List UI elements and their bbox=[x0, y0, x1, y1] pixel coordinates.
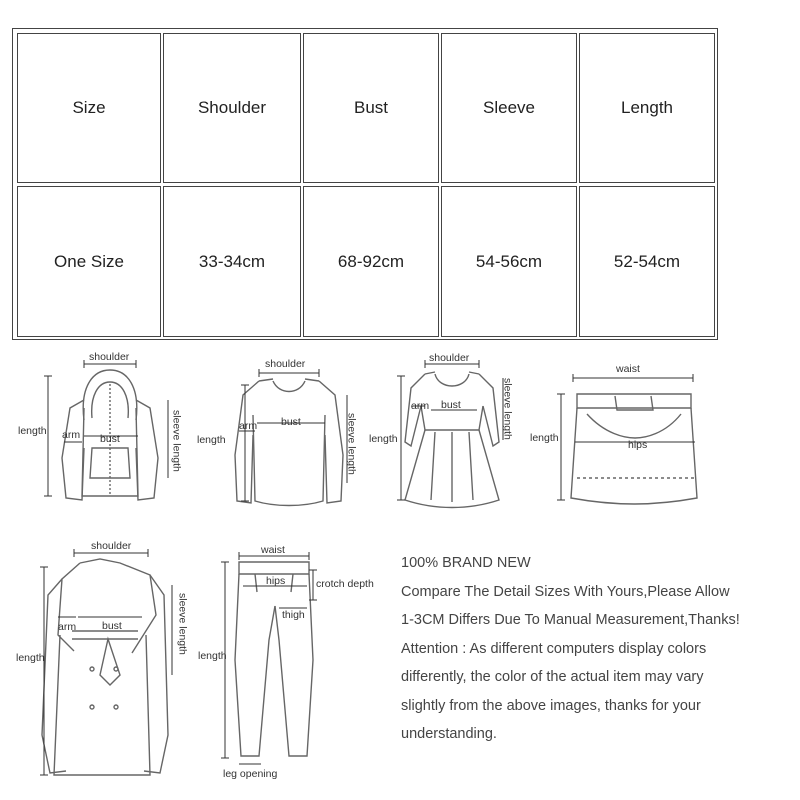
dress-sleeve-length-label: sleeve length bbox=[501, 378, 514, 440]
hoodie-sleeve-length-label: sleeve length bbox=[170, 410, 183, 472]
sweater-shoulder-label: shoulder bbox=[265, 358, 306, 370]
value-cell-size: One Size bbox=[17, 186, 161, 337]
hoodie-shoulder-label: shoulder bbox=[89, 351, 130, 363]
dress-arm-label: arm bbox=[411, 400, 430, 412]
skirt-hips-label: hips bbox=[628, 439, 648, 451]
header-cell-bust: Bust bbox=[303, 33, 439, 183]
skirt-diagram bbox=[525, 358, 710, 518]
value-cell-shoulder: 33-34cm bbox=[163, 186, 301, 337]
sweater-arm-label: arm bbox=[239, 420, 258, 432]
header-cell-shoulder: Shoulder bbox=[163, 33, 301, 183]
sweater-bust-label: bust bbox=[281, 416, 301, 428]
pants-leg-opening-label: leg opening bbox=[223, 768, 278, 780]
hoodie-length-label: length bbox=[18, 425, 47, 437]
coat-bust-label: bust bbox=[102, 620, 122, 632]
pants-waist-label: waist bbox=[261, 544, 285, 556]
dress-shoulder-label: shoulder bbox=[429, 352, 470, 364]
coat-diagram bbox=[0, 535, 200, 800]
coat-sleeve-length-label: sleeve length bbox=[176, 593, 189, 655]
value-cell-bust: 68-92cm bbox=[303, 186, 439, 337]
value-cell-length: 52-54cm bbox=[579, 186, 715, 337]
dress-bust-label: bust bbox=[441, 399, 461, 411]
color-variance-line-1: differently, the color of the actual item may vary bbox=[401, 669, 704, 685]
header-cell-size: Size bbox=[17, 33, 161, 183]
size-table bbox=[12, 28, 718, 340]
brand-new-line: 100% BRAND NEW bbox=[401, 555, 531, 571]
skirt-length-label: length bbox=[530, 432, 559, 444]
coat-drawing bbox=[0, 535, 200, 800]
pants-diagram bbox=[195, 540, 395, 790]
measurement-tolerance-line: 1-3CM Differs Due To Manual Measurement,Thanks! bbox=[401, 612, 740, 628]
hoodie-bust-label: bust bbox=[100, 433, 120, 445]
pants-hips-label: hips bbox=[266, 575, 286, 587]
coat-shoulder-label: shoulder bbox=[91, 540, 132, 552]
pants-crotch-depth-label: crotch depth bbox=[316, 578, 374, 590]
sweater-diagram bbox=[195, 355, 375, 520]
hoodie-arm-label: arm bbox=[62, 429, 81, 441]
understanding-line: understanding. bbox=[401, 726, 497, 742]
coat-length-label: length bbox=[16, 652, 45, 664]
dress-length-label: length bbox=[369, 433, 398, 445]
dress-diagram bbox=[365, 350, 535, 520]
header-cell-length: Length bbox=[579, 33, 715, 183]
pants-thigh-label: thigh bbox=[282, 609, 305, 621]
product-notice bbox=[401, 549, 791, 749]
attention-line: Attention : As different computers display colors bbox=[401, 640, 707, 657]
pants-length-label: length bbox=[198, 650, 227, 662]
skirt-waist-label: waist bbox=[616, 363, 640, 375]
value-cell-sleeve: 54-56cm bbox=[441, 186, 577, 337]
color-variance-line-2: slightly from the above images, thanks for your bbox=[401, 697, 701, 714]
coat-arm-label: arm bbox=[58, 621, 77, 633]
header-cell-sleeve: Sleeve bbox=[441, 33, 577, 183]
sweater-sleeve-length-label: sleeve length bbox=[345, 413, 358, 475]
compare-sizes-line: Compare The Detail Sizes With Yours,Please Allow bbox=[401, 583, 730, 600]
hoodie-diagram bbox=[0, 348, 200, 518]
sweater-length-label: length bbox=[197, 434, 226, 446]
